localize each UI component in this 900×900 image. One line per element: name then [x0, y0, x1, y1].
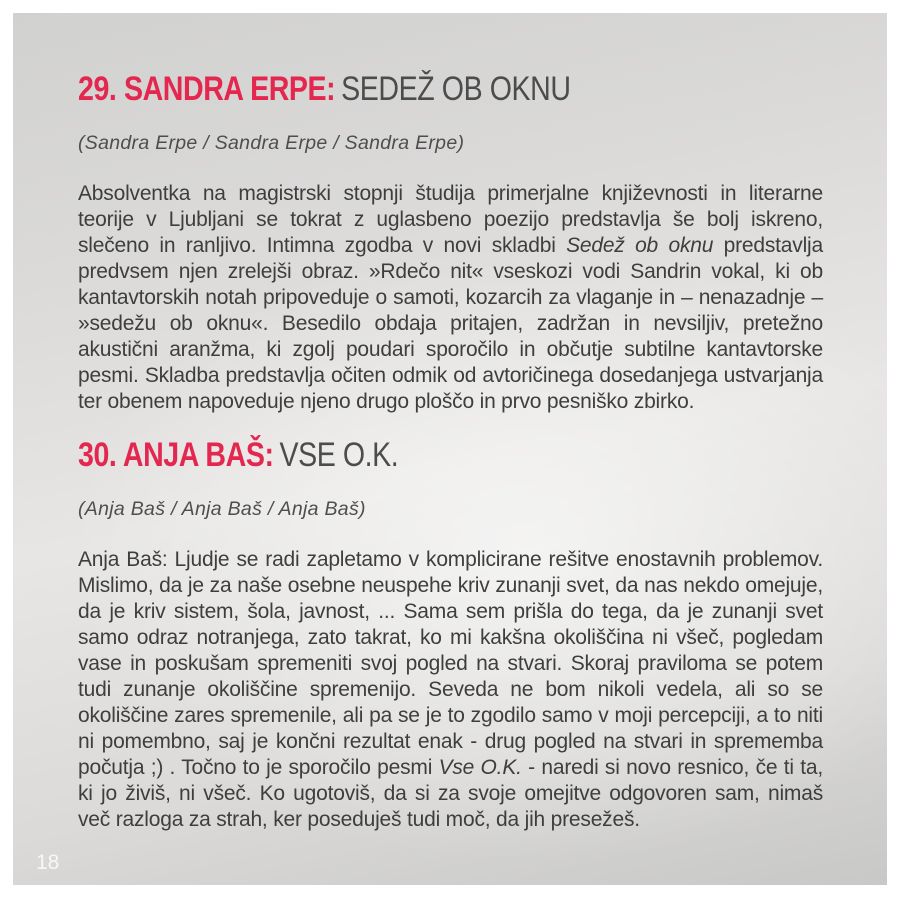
entry-credits: (Anja Baš / Anja Baš / Anja Baš): [78, 498, 366, 520]
entry-song-title: SEDEŽ OB OKNU: [341, 70, 571, 108]
entry-29: [78, 71, 823, 415]
entry-description: Anja Baš: Ljudje se radi zapletamo v komplicirane rešitve enostavnih problemov. Mislimo, da je za naše osebne neuspehe kriv zunanji svet, da nas nekdo omejuje, da je kriv sistem, šola, javnost, ... Sama sem prišla do tega, da je zunanji svet samo odraz notranjega, zato takrat, ko mi kakšna okoliščina ni všeč, pogledam vase in poskušam spremeniti svoj pogled na stvari. Skoraj praviloma se potem tudi zunanje okoliščine spremenijo. Seveda ne bom nikoli vedela, ali so se okoliščine zares spremenile, ali pa se je to zgodilo samo v moji percepciji, a to niti ni pomembno, saj je končni rezultat enak - drug pogled na stvari in sprememba počutja ;) . Točno to je sporočilo pesmi Vse O.K. - naredi si novo resnico, če ti ta, ki jo živiš, ni všeč. Ko ugotoviš, da si za svoje omejitve odgovoren sam, nimaš več razloga za strah, ker poseduješ tudi moč, da jih presežeš.: [78, 548, 823, 831]
entry-credits: (Sandra Erpe / Sandra Erpe / Sandra Erpe): [78, 132, 465, 154]
booklet-page: [13, 13, 887, 885]
page-number: 18: [36, 851, 60, 874]
entry-song-title: VSE O.K.: [279, 436, 399, 474]
entry-description: Absolventka na magistrski stopnji študija primerjalne književnosti in literarne teorije v Ljubljani se tokrat z uglasbeno poezijo predstavlja še bolj iskreno, slečeno in ranljivo. Intimna zgodba v novi skladbi Sedež ob oknu predstavlja predvsem njen zrelejši obraz. »Rdečo nit« vseskozi vodi Sandrin vokal, ki ob kantavtorskih notah pripoveduje o samoti, kozarcih za vlaganje in – nenazadnje – »sedežu ob oknu«. Besedilo obdaja pritajen, zadržan in nevsiljiv, pretežno akustični aranžma, ki zgolj poudari sporočilo in občutje subtilne kantavtorske pesmi. Skladba predstavlja očiten odmik od avtoričinega dosedanjega ustvarjanja ter obenem napoveduje njeno drugo ploščo in prvo pesniško zbirko.: [78, 182, 823, 413]
entry-heading: [78, 437, 704, 473]
page-content: [13, 13, 887, 833]
entry-number-artist: 29. SANDRA ERPE:: [78, 70, 336, 108]
entry-number-artist: 30. ANJA BAŠ:: [78, 436, 274, 474]
entry-30: [78, 437, 823, 833]
entry-heading: [78, 71, 704, 107]
